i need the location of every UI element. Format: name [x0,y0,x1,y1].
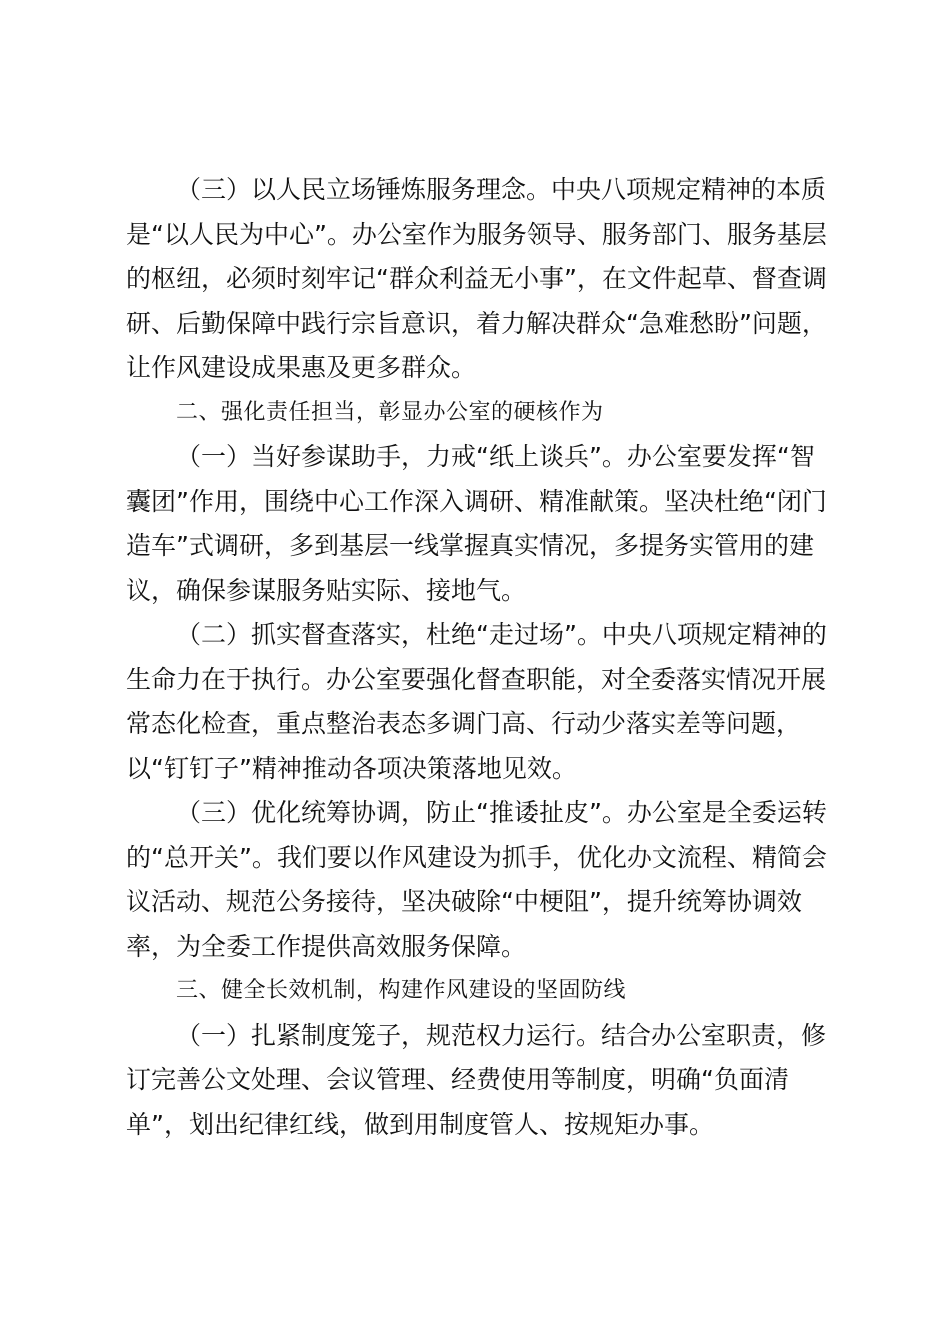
paragraph-advisory-role: （一）当好参谋助手，力戒“纸上谈兵”。办公室要发挥“智囊团”作用，围绕中心工作深入调研、精准献策。坚决杜绝“闭门造车”式调研，多到基层一线掌握真实情况，多提务实管用的建议，确保参谋服务贴实际、接地气。 [126,442,827,605]
paragraph-institutional-cage: （一）扎紧制度笼子，规范权力运行。结合办公室职责，修订完善公文处理、会议管理、经费使用等制度，明确“负面清单”，划出纪律红线，做到用制度管人、按规矩办事。 [126,1020,827,1139]
paragraph-coordination: （三）优化统筹协调，防止“推诿扯皮”。办公室是全委运转的“总开关”。我们要以作风建设为抓手，优化办文流程、精简会议活动、规范公务接待，坚决破除“中梗阻”，提升统筹协调效率，为全委工作提供高效服务保障。 [126,798,827,961]
section-heading-2: 二、强化责任担当，彰显办公室的硬核作为 [176,399,604,425]
section-heading-3: 三、健全长效机制，构建作风建设的坚固防线 [176,978,627,1003]
paragraph-people-centered-service: （三）以人民立场锤炼服务理念。中央八项规定精神的本质是“以人民为中心”。办公室作为服务领导、服务部门、服务基层的枢纽，必须时刻牢记“群众利益无小事”，在文件起草、督查调研、后勤保障中践行宗旨意识，着力解决群众“急难愁盼”问题，让作风建设成果惠及更多群众。 [126,175,827,382]
document-body [126,168,836,1147]
paragraph-supervision-implementation: （二）抓实督查落实，杜绝“走过场”。中央八项规定精神的生命力在于执行。办公室要强化督查职能，对全委落实情况开展常态化检查，重点整治表态多调门高、行动少落实差等问题，以“钉钉子”精神推动各项决策落地见效。 [126,620,827,783]
